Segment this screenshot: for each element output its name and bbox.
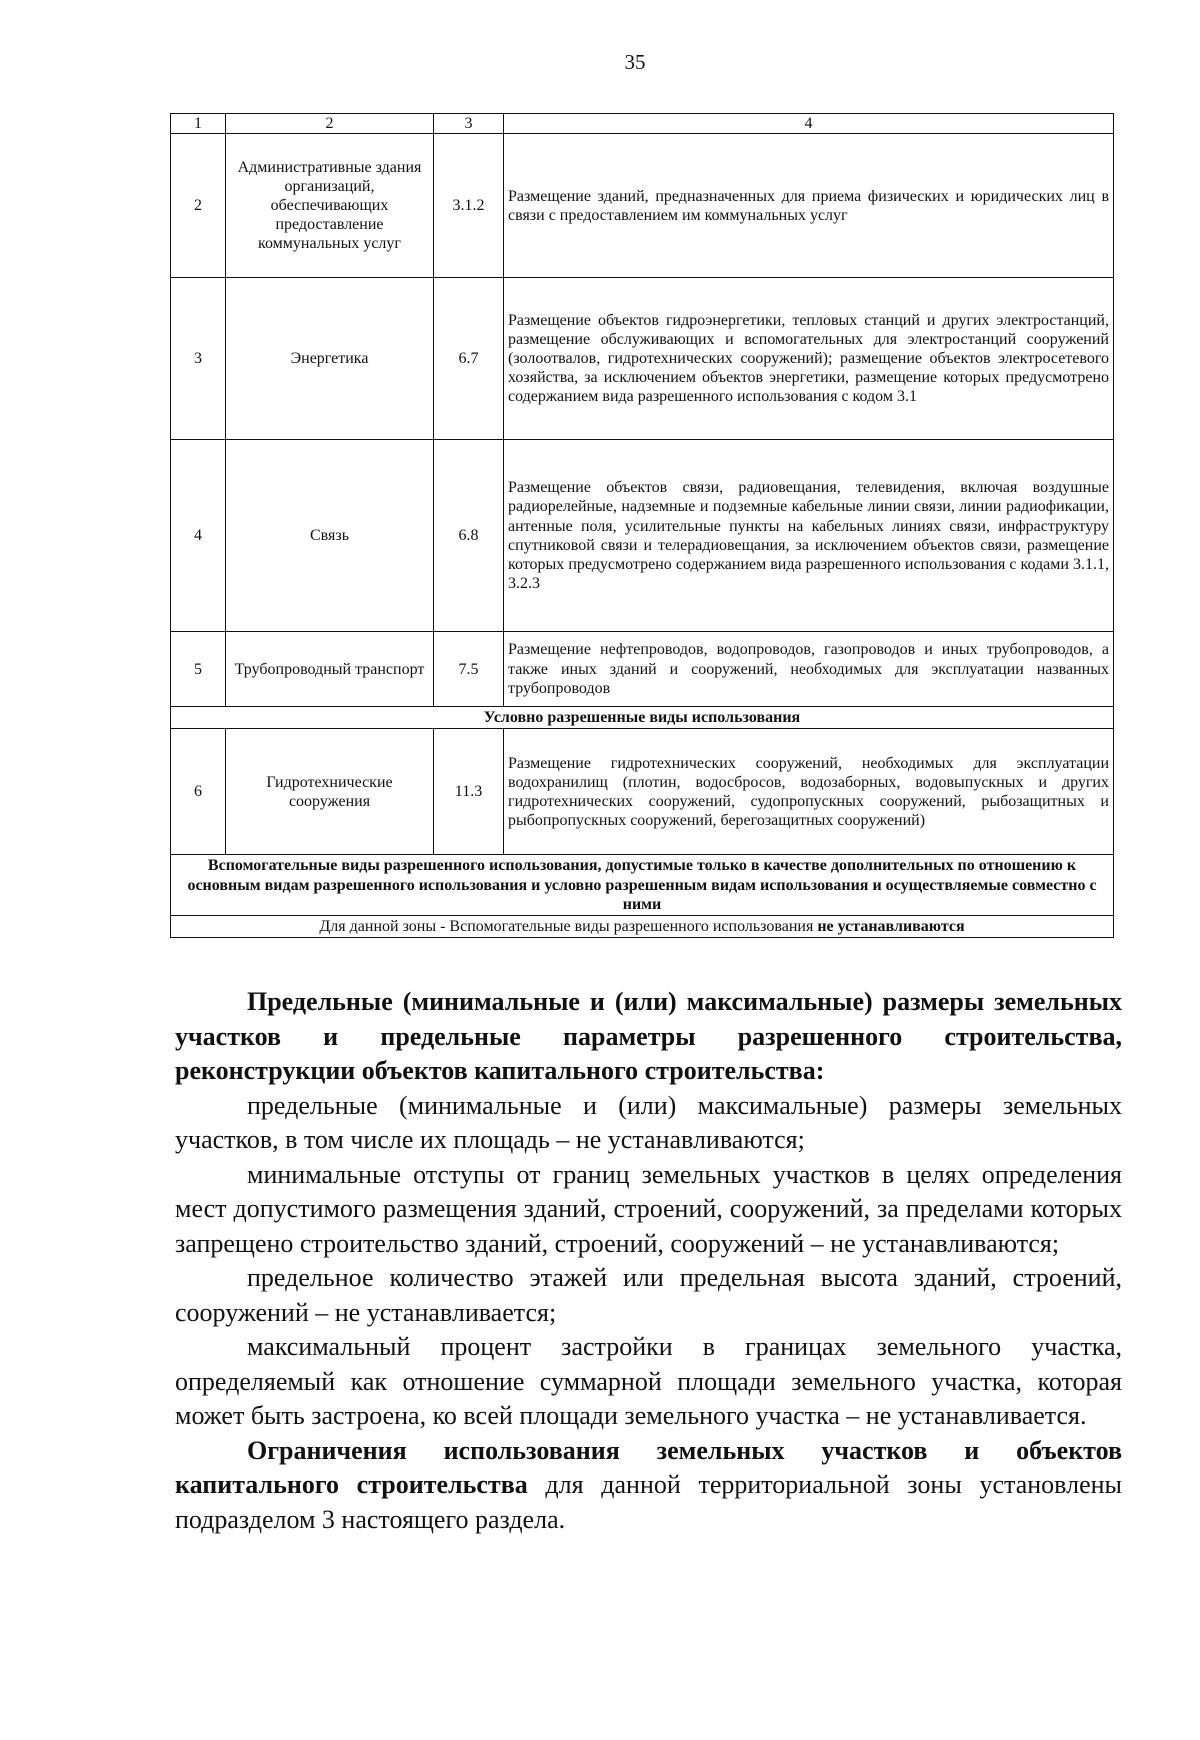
paragraph: предельное количество этажей или предельная высота зданий, строений, сооружений – не устанавливается; <box>175 1263 1122 1327</box>
use-type-name: Гидротехнические сооружения <box>226 729 434 855</box>
use-type-name: Связь <box>226 440 434 632</box>
use-type-description: Размещение гидротехнических сооружений, необходимых для эксплуатации водохранилищ (плотин, водосбросов, водозаборных, водовыпускных и других гидротехнических сооружений, судопропускных сооружений, рыбозащитных и рыбопропускных сооружений, берегозащитных сооружений) <box>504 729 1114 855</box>
row-number: 2 <box>171 134 226 278</box>
table-row <box>171 278 1114 440</box>
auxiliary-note-text: Для данной зоны - Вспомогательные виды разрешенного использования <box>319 917 818 935</box>
restrictions-paragraph <box>175 1434 1122 1538</box>
use-type-code: 6.8 <box>434 440 504 632</box>
auxiliary-note-row <box>171 915 1114 937</box>
auxiliary-uses-note <box>171 915 1114 937</box>
column-header: 2 <box>226 114 434 134</box>
table-row <box>171 440 1114 632</box>
use-type-description: Размещение объектов гидроэнергетики, тепловых станций и других электростанций, размещение обслуживающих и вспомогательных для электростанций сооружений (золоотвалов, гидротехнических сооружений); размещение объектов электросетевого хозяйства, за исключением объектов энергетики, размещение которых предусмотрено содержанием вида разрешенного использования с кодом 3.1 <box>504 278 1114 440</box>
use-type-description: Размещение объектов связи, радиовещания, телевидения, включая воздушные радиорелейные, надземные и подземные кабельные линии связи, линии радиофикации, антенные поля, усилительные пункты на кабельных линиях связи, инфраструктуру спутниковой связи и телерадиовещания, за исключением объектов связи, размещение которых предусмотрено содержанием вида разрешенного использования с кодами 3.1.1, 3.2.3 <box>504 440 1114 632</box>
auxiliary-heading-row <box>171 855 1114 916</box>
auxiliary-uses-heading: Вспомогательные виды разрешенного использования, допустимые только в качестве дополнительных по отношению к основным видам разрешенного использования и условно разрешенным видам использования и осуществляемые совместно с ними <box>171 855 1114 916</box>
use-type-code: 11.3 <box>434 729 504 855</box>
paragraph: предельные (минимальные и (или) максимальные) размеры земельных участков, в том числе их площадь – не устанавливаются; <box>175 1090 1122 1154</box>
use-type-description: Размещение нефтепроводов, водопроводов, газопроводов и иных трубопроводов, а также иных зданий и сооружений, необходимых для эксплуатации названных трубопроводов <box>504 632 1114 707</box>
restrictions-emphasis: Ограничения использования земельных участков и объектов капитального строительства <box>175 1435 1122 1499</box>
land-use-table <box>170 113 1114 938</box>
parameters-heading: Предельные (минимальные и (или) максимальные) размеры земельных участков и предельные параметры разрешенного строительства, реконструкции объектов капитального строительства: <box>175 987 1122 1085</box>
use-type-name: Энергетика <box>226 278 434 440</box>
column-header: 1 <box>171 114 226 134</box>
table-row <box>171 632 1114 707</box>
use-type-code: 7.5 <box>434 632 504 707</box>
paragraph: максимальный процент застройки в границах земельного участка, определяемый как отношение суммарной площади земельного участка, которая может быть застроена, ко всей площади земельного участка – не устанавливается. <box>175 1332 1122 1430</box>
conditional-heading-row <box>171 707 1114 729</box>
regulations-text <box>175 985 1122 1537</box>
use-type-name: Трубопроводный транспорт <box>226 632 434 707</box>
page-number: 35 <box>624 50 646 74</box>
use-type-code: 6.7 <box>434 278 504 440</box>
paragraph: минимальные отступы от границ земельных участков в целях определения мест допустимого размещения зданий, строений, сооружений, за пределами которых запрещено строительство зданий, строений, сооружений – не устанавливаются; <box>175 1159 1122 1258</box>
column-header: 3 <box>434 114 504 134</box>
row-number: 6 <box>171 729 226 855</box>
row-number: 3 <box>171 278 226 440</box>
use-type-code: 3.1.2 <box>434 134 504 278</box>
column-header: 4 <box>504 114 1114 134</box>
table-row <box>171 729 1114 855</box>
use-type-name: Административные здания организаций, обеспечивающих предоставление коммунальных услуг <box>226 134 434 278</box>
auxiliary-note-emphasis: не устанавливаются <box>817 917 965 935</box>
row-number: 4 <box>171 440 226 632</box>
row-number: 5 <box>171 632 226 707</box>
table-row <box>171 134 1114 278</box>
conditional-uses-heading: Условно разрешенные виды использования <box>171 707 1114 729</box>
restrictions-text: для данной территориальной зоны установлены подразделом 3 настоящего раздела. <box>175 1470 1122 1534</box>
table-header-row <box>171 114 1114 134</box>
use-type-description: Размещение зданий, предназначенных для приема физических и юридических лиц в связи с предоставлением им коммунальных услуг <box>504 134 1114 278</box>
